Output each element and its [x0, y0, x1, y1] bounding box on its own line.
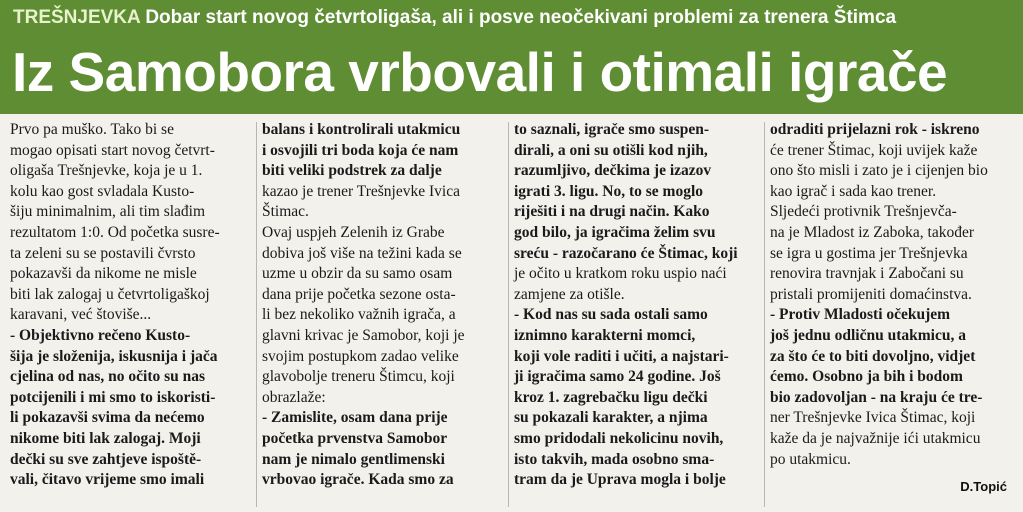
article-column-4 [770, 120, 1014, 470]
text-line: kroz 1. zagrebačku ligu dečki [514, 388, 708, 406]
kicker-label: TREŠNJEVKA [13, 7, 141, 28]
text-line: vrbovao igrače. Kada smo za [262, 471, 454, 489]
text-line: za što će to biti dovoljno, vidjet [770, 347, 976, 365]
text-line: god bilo, ja igračima želim svu [514, 223, 716, 241]
text-line: - Objektivno rečeno Kusto- [10, 326, 191, 344]
text-line: će trener Štimac, koji uvijek kaže [770, 141, 978, 159]
text-line: li pokazavši svima da nećemo [10, 409, 205, 427]
column-divider [764, 122, 765, 507]
text-line: i osvojili tri boda koja će nam [262, 141, 459, 159]
text-line: šija je složenija, iskusnija i jača [10, 347, 218, 365]
text-line: koji vole raditi i učiti, a najstari- [514, 347, 729, 365]
text-line: isto takvih, mada osobno sma- [514, 450, 715, 468]
text-line: dana prije početka sezone osta- [262, 285, 456, 303]
text-line: glavni krivac je Samobor, koji je [262, 326, 465, 344]
article-header [0, 0, 1023, 114]
text-line: - Zamislite, osam dana prije [262, 409, 448, 427]
column-divider [256, 122, 257, 507]
text-line: kaže da je najvažnije ići utakmicu [770, 429, 981, 447]
kicker-text: Dobar start novog četvrtoligaša, ali i posve neočekivani problemi za trenera Štimca [145, 7, 897, 28]
article-column-1 [10, 120, 250, 491]
text-line: tram da je Uprava mogla i bolje [514, 471, 726, 489]
text-line: uzme u obzir da su samo osam [262, 265, 453, 283]
text-line: svojim postupkom zadao velike [262, 347, 459, 365]
text-line: Štimac. [262, 203, 309, 221]
headline: Iz Samobora vrbovali i otimali igrače [12, 41, 948, 103]
text-line: biti lak zalogaj u četvrtoligaškoj [10, 285, 210, 303]
text-line: razumljivo, dečkima je izazov [514, 162, 712, 180]
text-line: - Kod nas su sada ostali samo [514, 306, 708, 324]
text-line: renovira travnjak i Zabočani su [770, 265, 964, 283]
text-line: karavani, već štoviše... [10, 306, 152, 324]
text-line: dečki su sve zahtjeve ispoště- [10, 450, 202, 468]
text-line: - Protiv Mladosti očekujem [770, 306, 951, 324]
column-divider [508, 122, 509, 507]
kicker [13, 5, 896, 31]
text-line: su pokazali karakter, a njima [514, 409, 708, 427]
text-line: vali, čitavo vrijeme smo imali [10, 471, 205, 489]
text-line: ta zeleni su se postavili čvrsto [10, 244, 196, 262]
text-line: početka prvenstva Samobor [262, 429, 448, 447]
text-line: sreću - razočarano će Štimac, koji [514, 244, 738, 262]
text-line: kolu kao gost svladala Kusto- [10, 182, 195, 200]
text-line: kazao je trener Trešnjevke Ivica [262, 182, 460, 200]
text-line: balans i kontrolirali utakmicu [262, 121, 461, 138]
text-line: ner Trešnjevke Ivica Štimac, koji [770, 409, 976, 427]
text-line: ćemo. Osobno ja bih i bodom [770, 368, 963, 386]
text-line: dirali, a oni su otišli kod njih, [514, 141, 708, 159]
text-line: nikome biti lak zalogaj. Moji [10, 429, 201, 447]
text-line: se igra u gostima jer Trešnjevka [770, 244, 968, 262]
text-line: iznimno karakterni momci, [514, 326, 696, 344]
text-line: na je Mladost iz Zaboka, također [770, 223, 975, 241]
text-line: još jednu odličnu utakmicu, a [770, 326, 966, 344]
article-column-2 [262, 120, 502, 491]
text-line: igrati 3. ligu. No, to se moglo [514, 182, 703, 200]
text-line: zamjene za otišle. [514, 285, 625, 303]
text-line: obrazlaže: [262, 388, 326, 406]
text-line: je očito u kratkom roku uspio naći [514, 265, 727, 283]
text-line: ono što misli i zato je i cijenjen bio [770, 162, 988, 180]
text-line: Prvo pa muško. Tako bi se [10, 121, 174, 138]
text-line: biti veliki podstrek za dalje [262, 162, 442, 180]
text-line: odraditi prijelazni rok - iskreno [770, 121, 980, 138]
text-line: Ovaj uspjeh Zelenih iz Grabe [262, 223, 445, 241]
text-line: li bez nekoliko važnih igrača, a [262, 306, 456, 324]
text-line: šiju minimalnim, ali tim slađim [10, 203, 206, 221]
text-line: to saznali, igrače smo suspen- [514, 121, 710, 138]
text-line: riješiti i na drugi način. Kako [514, 203, 710, 221]
text-line: potcijenili i mi smo to iskoristi- [10, 388, 216, 406]
text-line: pokazavši da nikome ne misle [10, 265, 197, 283]
text-line: nam je nimalo gentlimenski [262, 450, 445, 468]
text-line: kao igrač i sada kao trener. [770, 182, 937, 200]
text-line: oligaša Trešnjevke, koja je u 1. [10, 162, 203, 180]
text-line: Sljedeći protivnik Trešnjevča- [770, 203, 957, 221]
article-column-3 [514, 120, 758, 491]
text-line: dobiva još više na težini kada se [262, 244, 462, 262]
text-line: ji igračima samo 24 godine. Još [514, 368, 721, 386]
text-line: bio zadovoljan - na kraju će tre- [770, 388, 983, 406]
text-line: rezultatom 1:0. Od početka susre- [10, 223, 220, 241]
text-line: cjelina od nas, no očito su nas [10, 368, 206, 386]
byline: D.Topić [960, 479, 1007, 494]
text-line: mogao opisati start novog četvrt- [10, 141, 215, 159]
text-line: po utakmicu. [770, 450, 851, 468]
text-line: smo pridodali nekolicinu novih, [514, 429, 724, 447]
text-line: glavobolje treneru Štimcu, koji [262, 368, 455, 386]
text-line: pristali promijeniti domaćinstva. [770, 285, 972, 303]
